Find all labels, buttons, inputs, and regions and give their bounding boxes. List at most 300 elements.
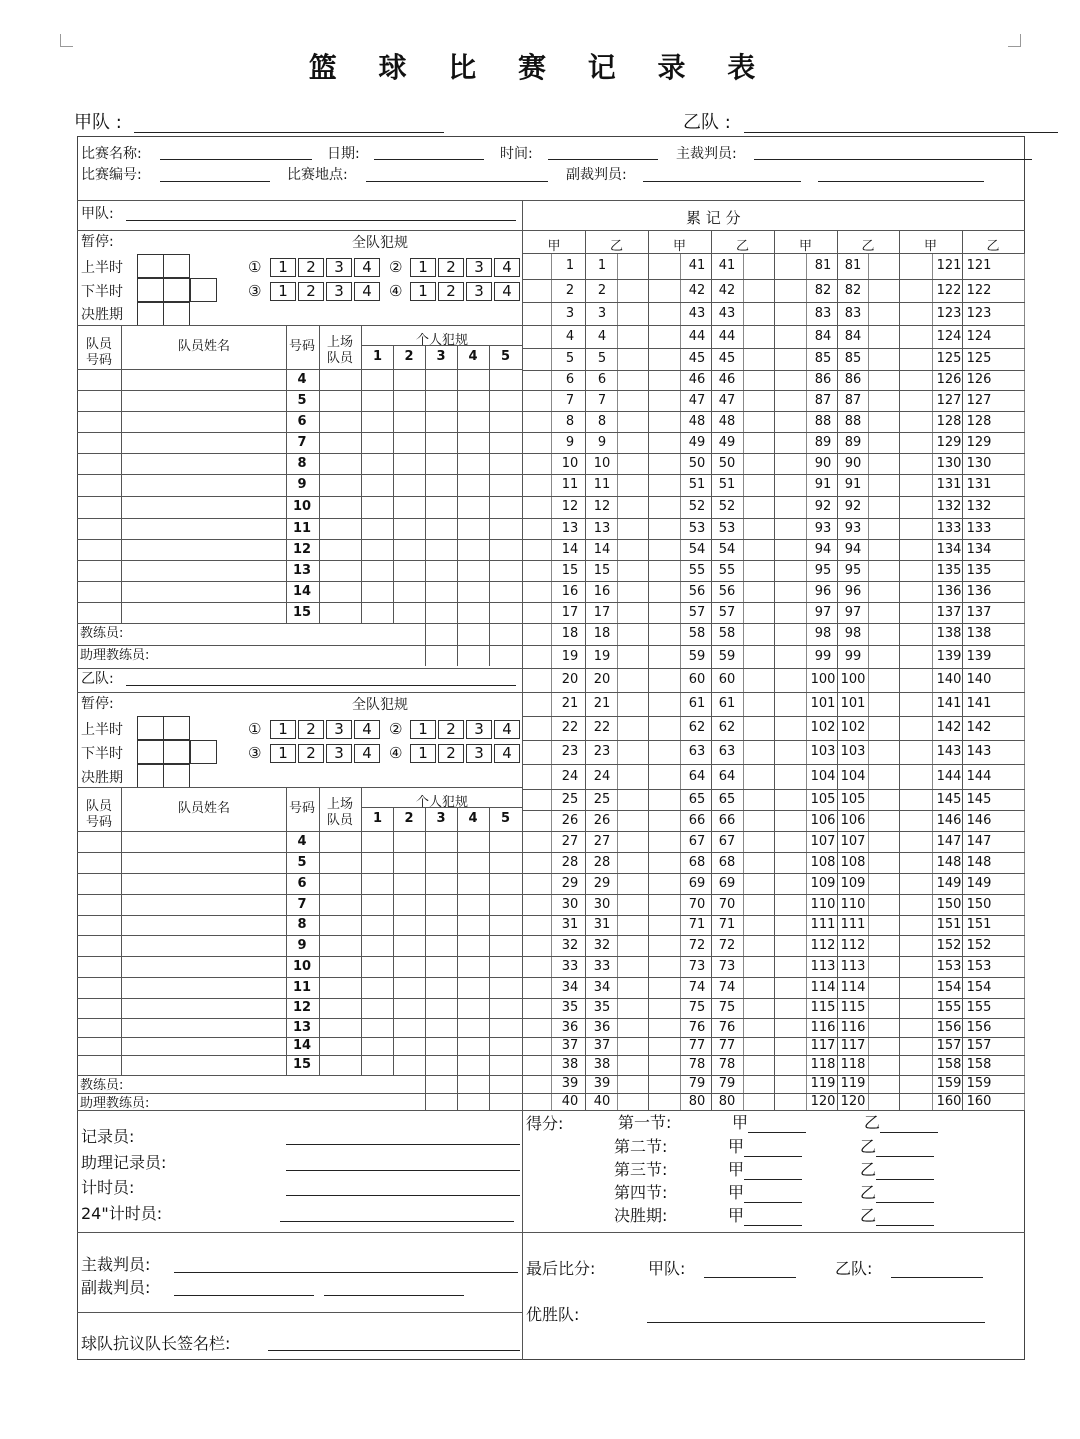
- score-mark-b[interactable]: 89: [844, 434, 862, 450]
- team-foul-box[interactable]: 4: [354, 258, 380, 277]
- timeout-box[interactable]: [137, 254, 164, 278]
- score-mark-a[interactable]: 69: [688, 875, 706, 891]
- score-mark-a[interactable]: 128: [936, 413, 962, 429]
- score-mark-b[interactable]: 94: [844, 541, 862, 557]
- score-mark-a[interactable]: 12: [561, 499, 579, 514]
- score-mark-b[interactable]: 88: [844, 413, 862, 429]
- timeout-box[interactable]: [163, 764, 190, 788]
- score-mark-b[interactable]: 81: [844, 258, 862, 273]
- score-mark-b[interactable]: 21: [593, 696, 611, 711]
- score-mark-a[interactable]: 100: [810, 672, 836, 687]
- team-foul-box[interactable]: 1: [270, 720, 296, 739]
- player-name-cell[interactable]: [122, 894, 286, 915]
- score-mark-a[interactable]: 89: [814, 434, 832, 450]
- score-mark-a[interactable]: 8: [565, 413, 575, 429]
- score-mark-a[interactable]: 40: [561, 1093, 579, 1109]
- score-mark-b[interactable]: 71: [718, 917, 736, 932]
- score-mark-b[interactable]: 59: [718, 648, 736, 664]
- score-mark-b[interactable]: 48: [718, 413, 736, 429]
- score-mark-a[interactable]: 108: [810, 854, 836, 870]
- score-mark-b[interactable]: 8: [597, 413, 607, 429]
- score-mark-a[interactable]: 104: [810, 768, 836, 784]
- score-mark-b[interactable]: 57: [718, 604, 736, 620]
- score-mark-b[interactable]: 27: [593, 833, 611, 849]
- score-mark-b[interactable]: 35: [593, 1000, 611, 1015]
- score-mark-b[interactable]: 6: [597, 372, 607, 387]
- score-mark-b[interactable]: 25: [593, 791, 611, 807]
- score-mark-b[interactable]: 123: [966, 305, 992, 321]
- team-foul-box[interactable]: 3: [326, 282, 352, 301]
- team-foul-box[interactable]: 3: [326, 258, 352, 277]
- period-team-a-field[interactable]: [744, 1179, 802, 1180]
- score-mark-a[interactable]: 71: [688, 917, 706, 932]
- score-mark-a[interactable]: 130: [936, 455, 962, 471]
- score-mark-b[interactable]: 93: [844, 520, 862, 536]
- period-team-b-field[interactable]: [876, 1179, 934, 1180]
- score-mark-b[interactable]: 112: [840, 937, 866, 953]
- score-mark-b[interactable]: 26: [593, 812, 611, 828]
- score-mark-b[interactable]: 140: [966, 672, 992, 687]
- score-mark-b[interactable]: 38: [593, 1057, 611, 1072]
- score-mark-b[interactable]: 7: [597, 392, 607, 408]
- score-mark-a[interactable]: 6: [565, 372, 575, 387]
- timeout-box[interactable]: [137, 278, 164, 302]
- score-mark-a[interactable]: 55: [688, 562, 706, 578]
- date-field[interactable]: [374, 159, 484, 160]
- score-mark-b[interactable]: 153: [966, 958, 992, 974]
- score-mark-a[interactable]: 133: [936, 520, 962, 536]
- score-mark-a[interactable]: 38: [561, 1057, 579, 1072]
- team-foul-box[interactable]: 1: [410, 720, 436, 739]
- period-team-a-field[interactable]: [748, 1132, 806, 1133]
- score-mark-b[interactable]: 19: [593, 648, 611, 664]
- score-mark-a[interactable]: 65: [688, 791, 706, 807]
- score-mark-a[interactable]: 2: [565, 282, 575, 298]
- score-mark-a[interactable]: 85: [814, 351, 832, 366]
- score-mark-b[interactable]: 98: [844, 626, 862, 641]
- score-mark-b[interactable]: 115: [840, 1000, 866, 1015]
- score-mark-a[interactable]: 39: [561, 1076, 579, 1091]
- player-name-cell[interactable]: [122, 474, 286, 496]
- player-name-cell[interactable]: [122, 518, 286, 539]
- score-mark-a[interactable]: 22: [561, 720, 579, 735]
- score-mark-a[interactable]: 93: [814, 520, 832, 536]
- score-mark-a[interactable]: 107: [810, 833, 836, 849]
- team-foul-box[interactable]: 2: [438, 282, 464, 301]
- score-mark-b[interactable]: 118: [840, 1057, 866, 1072]
- score-mark-a[interactable]: 136: [936, 583, 962, 599]
- team-foul-box[interactable]: 3: [326, 744, 352, 763]
- player-name-cell[interactable]: [122, 581, 286, 602]
- score-mark-a[interactable]: 64: [688, 768, 706, 784]
- score-mark-b[interactable]: 50: [718, 455, 736, 471]
- score-mark-a[interactable]: 139: [936, 648, 962, 664]
- player-name-cell[interactable]: [122, 496, 286, 518]
- score-mark-b[interactable]: 52: [718, 499, 736, 514]
- score-mark-a[interactable]: 21: [561, 696, 579, 711]
- score-mark-b[interactable]: 91: [844, 477, 862, 492]
- score-mark-b[interactable]: 61: [718, 696, 736, 711]
- score-mark-a[interactable]: 32: [561, 937, 579, 953]
- score-mark-a[interactable]: 18: [561, 626, 579, 641]
- score-mark-b[interactable]: 75: [718, 1000, 736, 1015]
- score-mark-a[interactable]: 41: [688, 258, 706, 273]
- score-mark-a[interactable]: 92: [814, 499, 832, 514]
- venue-field[interactable]: [366, 181, 548, 182]
- score-mark-b[interactable]: 1: [597, 258, 607, 273]
- team-foul-box[interactable]: 4: [494, 744, 520, 763]
- score-mark-b[interactable]: 129: [966, 434, 992, 450]
- score-mark-b[interactable]: 158: [966, 1057, 992, 1072]
- score-mark-b[interactable]: 105: [840, 791, 866, 807]
- score-mark-b[interactable]: 78: [718, 1057, 736, 1072]
- score-mark-b[interactable]: 68: [718, 854, 736, 870]
- timeout-box[interactable]: [190, 278, 217, 302]
- score-mark-a[interactable]: 140: [936, 672, 962, 687]
- score-mark-b[interactable]: 97: [844, 604, 862, 620]
- score-mark-a[interactable]: 150: [936, 896, 962, 912]
- score-mark-b[interactable]: 39: [593, 1076, 611, 1091]
- score-mark-a[interactable]: 57: [688, 604, 706, 620]
- score-mark-b[interactable]: 132: [966, 499, 992, 514]
- score-mark-a[interactable]: 116: [810, 1019, 836, 1035]
- score-mark-b[interactable]: 124: [966, 328, 992, 344]
- score-mark-b[interactable]: 160: [966, 1093, 992, 1109]
- score-mark-b[interactable]: 24: [593, 768, 611, 784]
- score-mark-a[interactable]: 84: [814, 328, 832, 344]
- score-mark-a[interactable]: 59: [688, 648, 706, 664]
- match-name-field[interactable]: [160, 159, 312, 160]
- score-mark-b[interactable]: 16: [593, 583, 611, 599]
- score-mark-b[interactable]: 111: [840, 917, 866, 932]
- timeout-box[interactable]: [163, 302, 190, 326]
- score-mark-b[interactable]: 64: [718, 768, 736, 784]
- team-foul-box[interactable]: 2: [438, 744, 464, 763]
- score-mark-b[interactable]: 5: [597, 351, 607, 366]
- match-number-field[interactable]: [160, 181, 270, 182]
- protest-field[interactable]: [268, 1350, 520, 1351]
- score-mark-b[interactable]: 32: [593, 937, 611, 953]
- score-mark-b[interactable]: 106: [840, 812, 866, 828]
- period-team-b-field[interactable]: [876, 1202, 934, 1203]
- score-mark-a[interactable]: 19: [561, 648, 579, 664]
- score-mark-b[interactable]: 83: [844, 305, 862, 321]
- player-name-cell[interactable]: [122, 831, 286, 852]
- bottom-chief-referee-field[interactable]: [174, 1272, 518, 1273]
- score-mark-b[interactable]: 3: [597, 305, 607, 321]
- team-foul-box[interactable]: 4: [494, 720, 520, 739]
- score-mark-a[interactable]: 33: [561, 958, 579, 974]
- score-mark-a[interactable]: 1: [565, 258, 575, 273]
- score-mark-a[interactable]: 119: [810, 1076, 836, 1091]
- score-mark-b[interactable]: 142: [966, 720, 992, 735]
- score-mark-b[interactable]: 72: [718, 937, 736, 953]
- player-name-cell[interactable]: [122, 390, 286, 411]
- score-mark-b[interactable]: 86: [844, 372, 862, 387]
- period-team-b-field[interactable]: [876, 1156, 934, 1157]
- player-name-cell[interactable]: [122, 602, 286, 623]
- score-mark-b[interactable]: 102: [840, 720, 866, 735]
- score-mark-b[interactable]: 126: [966, 372, 992, 387]
- score-mark-a[interactable]: 125: [936, 351, 962, 366]
- score-mark-a[interactable]: 75: [688, 1000, 706, 1015]
- team-foul-box[interactable]: 4: [494, 258, 520, 277]
- score-mark-a[interactable]: 13: [561, 520, 579, 536]
- score-mark-b[interactable]: 154: [966, 979, 992, 995]
- score-mark-a[interactable]: 157: [936, 1038, 962, 1053]
- timeout-box[interactable]: [163, 278, 190, 302]
- score-mark-b[interactable]: 70: [718, 896, 736, 912]
- score-mark-a[interactable]: 29: [561, 875, 579, 891]
- score-mark-b[interactable]: 31: [593, 917, 611, 932]
- score-mark-a[interactable]: 24: [561, 768, 579, 784]
- team-foul-box[interactable]: 2: [298, 720, 324, 739]
- score-mark-a[interactable]: 73: [688, 958, 706, 974]
- team-foul-box[interactable]: 1: [270, 282, 296, 301]
- period-team-a-field[interactable]: [744, 1156, 802, 1157]
- score-mark-a[interactable]: 122: [936, 282, 962, 298]
- score-mark-b[interactable]: 155: [966, 1000, 992, 1015]
- score-mark-b[interactable]: 87: [844, 392, 862, 408]
- score-mark-a[interactable]: 54: [688, 541, 706, 557]
- score-mark-a[interactable]: 53: [688, 520, 706, 536]
- score-mark-a[interactable]: 101: [810, 696, 836, 711]
- score-mark-b[interactable]: 30: [593, 896, 611, 912]
- score-mark-a[interactable]: 126: [936, 372, 962, 387]
- team-foul-box[interactable]: 4: [494, 282, 520, 301]
- score-mark-b[interactable]: 108: [840, 854, 866, 870]
- player-name-cell[interactable]: [122, 852, 286, 873]
- final-team-a-field[interactable]: [704, 1277, 796, 1278]
- score-mark-b[interactable]: 15: [593, 562, 611, 578]
- score-mark-a[interactable]: 110: [810, 896, 836, 912]
- score-mark-a[interactable]: 36: [561, 1019, 579, 1035]
- score-mark-a[interactable]: 129: [936, 434, 962, 450]
- score-mark-b[interactable]: 84: [844, 328, 862, 344]
- timeout-box[interactable]: [137, 740, 164, 764]
- score-mark-a[interactable]: 131: [936, 477, 962, 492]
- bottom-assistant-referee-field-2[interactable]: [324, 1295, 464, 1296]
- score-mark-b[interactable]: 9: [597, 434, 607, 450]
- score-mark-b[interactable]: 22: [593, 720, 611, 735]
- player-name-cell[interactable]: [122, 956, 286, 977]
- score-mark-a[interactable]: 82: [814, 282, 832, 298]
- score-mark-a[interactable]: 144: [936, 768, 962, 784]
- score-mark-b[interactable]: 151: [966, 917, 992, 932]
- score-mark-b[interactable]: 62: [718, 720, 736, 735]
- score-mark-b[interactable]: 114: [840, 979, 866, 995]
- timeout-box[interactable]: [163, 716, 190, 740]
- score-mark-b[interactable]: 146: [966, 812, 992, 828]
- score-mark-b[interactable]: 131: [966, 477, 992, 492]
- score-mark-b[interactable]: 11: [593, 477, 611, 492]
- score-mark-a[interactable]: 34: [561, 979, 579, 995]
- score-mark-a[interactable]: 61: [688, 696, 706, 711]
- score-mark-b[interactable]: 33: [593, 958, 611, 974]
- score-mark-a[interactable]: 120: [810, 1093, 836, 1109]
- score-mark-b[interactable]: 58: [718, 626, 736, 641]
- player-name-cell[interactable]: [122, 411, 286, 432]
- score-mark-a[interactable]: 15: [561, 562, 579, 578]
- score-mark-b[interactable]: 20: [593, 672, 611, 687]
- score-mark-a[interactable]: 11: [561, 477, 579, 492]
- score-mark-a[interactable]: 121: [936, 258, 962, 273]
- score-mark-a[interactable]: 72: [688, 937, 706, 953]
- score-mark-b[interactable]: 51: [718, 477, 736, 492]
- team-foul-box[interactable]: 2: [438, 258, 464, 277]
- score-mark-a[interactable]: 111: [810, 917, 836, 932]
- score-mark-a[interactable]: 94: [814, 541, 832, 557]
- score-mark-a[interactable]: 4: [565, 328, 575, 344]
- score-mark-a[interactable]: 77: [688, 1038, 706, 1053]
- score-mark-a[interactable]: 7: [565, 392, 575, 408]
- score-mark-b[interactable]: 34: [593, 979, 611, 995]
- score-mark-a[interactable]: 52: [688, 499, 706, 514]
- team-b-name-field[interactable]: [126, 685, 516, 686]
- time-field[interactable]: [548, 159, 658, 160]
- score-mark-a[interactable]: 141: [936, 696, 962, 711]
- score-mark-b[interactable]: 127: [966, 392, 992, 408]
- timeout-box[interactable]: [163, 740, 190, 764]
- score-mark-b[interactable]: 44: [718, 328, 736, 344]
- score-mark-a[interactable]: 60: [688, 672, 706, 687]
- score-mark-a[interactable]: 66: [688, 812, 706, 828]
- score-mark-b[interactable]: 122: [966, 282, 992, 298]
- score-mark-b[interactable]: 12: [593, 499, 611, 514]
- score-mark-b[interactable]: 37: [593, 1038, 611, 1053]
- score-mark-b[interactable]: 46: [718, 372, 736, 387]
- score-mark-b[interactable]: 103: [840, 744, 866, 759]
- player-name-cell[interactable]: [122, 873, 286, 894]
- shot-clock-field[interactable]: [280, 1221, 514, 1222]
- scorer-field[interactable]: [286, 1144, 520, 1145]
- score-mark-b[interactable]: 13: [593, 520, 611, 536]
- score-mark-a[interactable]: 10: [561, 455, 579, 471]
- player-name-cell[interactable]: [122, 453, 286, 474]
- score-mark-a[interactable]: 91: [814, 477, 832, 492]
- score-mark-b[interactable]: 65: [718, 791, 736, 807]
- score-mark-a[interactable]: 5: [565, 351, 575, 366]
- score-mark-b[interactable]: 23: [593, 744, 611, 759]
- timer-field[interactable]: [286, 1195, 520, 1196]
- team-foul-box[interactable]: 2: [298, 282, 324, 301]
- score-mark-a[interactable]: 158: [936, 1057, 962, 1072]
- score-mark-b[interactable]: 63: [718, 744, 736, 759]
- score-mark-b[interactable]: 36: [593, 1019, 611, 1035]
- score-mark-a[interactable]: 20: [561, 672, 579, 687]
- player-name-cell[interactable]: [122, 1037, 286, 1055]
- score-mark-a[interactable]: 28: [561, 854, 579, 870]
- score-mark-a[interactable]: 160: [936, 1093, 962, 1109]
- score-mark-a[interactable]: 35: [561, 1000, 579, 1015]
- score-mark-b[interactable]: 54: [718, 541, 736, 557]
- score-mark-b[interactable]: 85: [844, 351, 862, 366]
- score-mark-a[interactable]: 43: [688, 305, 706, 321]
- score-mark-b[interactable]: 41: [718, 258, 736, 273]
- score-mark-a[interactable]: 145: [936, 791, 962, 807]
- score-mark-b[interactable]: 145: [966, 791, 992, 807]
- team-foul-box[interactable]: 2: [438, 720, 464, 739]
- score-mark-a[interactable]: 58: [688, 626, 706, 641]
- score-mark-a[interactable]: 95: [814, 562, 832, 578]
- final-team-b-field[interactable]: [891, 1277, 983, 1278]
- score-mark-a[interactable]: 31: [561, 917, 579, 932]
- score-mark-a[interactable]: 63: [688, 744, 706, 759]
- team-a-header-line[interactable]: [134, 132, 444, 133]
- score-mark-a[interactable]: 16: [561, 583, 579, 599]
- score-mark-a[interactable]: 113: [810, 958, 836, 974]
- score-mark-b[interactable]: 147: [966, 833, 992, 849]
- team-foul-box[interactable]: 1: [270, 258, 296, 277]
- score-mark-b[interactable]: 143: [966, 744, 992, 759]
- score-mark-a[interactable]: 135: [936, 562, 962, 578]
- score-mark-b[interactable]: 28: [593, 854, 611, 870]
- score-mark-b[interactable]: 109: [840, 875, 866, 891]
- score-mark-a[interactable]: 124: [936, 328, 962, 344]
- score-mark-a[interactable]: 42: [688, 282, 706, 298]
- score-mark-b[interactable]: 79: [718, 1076, 736, 1091]
- period-team-a-field[interactable]: [744, 1202, 802, 1203]
- score-mark-b[interactable]: 141: [966, 696, 992, 711]
- player-name-cell[interactable]: [122, 432, 286, 453]
- player-name-cell[interactable]: [122, 1018, 286, 1037]
- score-mark-a[interactable]: 156: [936, 1019, 962, 1035]
- timeout-box[interactable]: [163, 254, 190, 278]
- score-mark-a[interactable]: 147: [936, 833, 962, 849]
- score-mark-b[interactable]: 119: [840, 1076, 866, 1091]
- score-mark-a[interactable]: 151: [936, 917, 962, 932]
- score-mark-a[interactable]: 25: [561, 791, 579, 807]
- score-mark-b[interactable]: 144: [966, 768, 992, 784]
- score-mark-b[interactable]: 42: [718, 282, 736, 298]
- score-mark-b[interactable]: 121: [966, 258, 992, 273]
- score-mark-a[interactable]: 74: [688, 979, 706, 995]
- score-mark-a[interactable]: 106: [810, 812, 836, 828]
- score-mark-b[interactable]: 107: [840, 833, 866, 849]
- score-mark-a[interactable]: 83: [814, 305, 832, 321]
- score-mark-b[interactable]: 135: [966, 562, 992, 578]
- score-mark-a[interactable]: 155: [936, 1000, 962, 1015]
- score-mark-b[interactable]: 117: [840, 1038, 866, 1053]
- score-mark-a[interactable]: 47: [688, 392, 706, 408]
- score-mark-b[interactable]: 55: [718, 562, 736, 578]
- player-name-cell[interactable]: [122, 369, 286, 390]
- team-foul-box[interactable]: 1: [410, 282, 436, 301]
- score-mark-b[interactable]: 40: [593, 1093, 611, 1109]
- score-mark-b[interactable]: 149: [966, 875, 992, 891]
- bottom-assistant-referee-field-1[interactable]: [174, 1295, 314, 1296]
- team-foul-box[interactable]: 2: [298, 258, 324, 277]
- score-mark-b[interactable]: 69: [718, 875, 736, 891]
- score-mark-b[interactable]: 66: [718, 812, 736, 828]
- score-mark-b[interactable]: 101: [840, 696, 866, 711]
- score-mark-a[interactable]: 87: [814, 392, 832, 408]
- score-mark-a[interactable]: 146: [936, 812, 962, 828]
- team-foul-box[interactable]: 2: [298, 744, 324, 763]
- score-mark-a[interactable]: 132: [936, 499, 962, 514]
- score-mark-b[interactable]: 43: [718, 305, 736, 321]
- team-foul-box[interactable]: 3: [466, 744, 492, 763]
- score-mark-b[interactable]: 80: [718, 1093, 736, 1109]
- score-mark-b[interactable]: 159: [966, 1076, 992, 1091]
- score-mark-a[interactable]: 114: [810, 979, 836, 995]
- score-mark-a[interactable]: 70: [688, 896, 706, 912]
- score-mark-a[interactable]: 27: [561, 833, 579, 849]
- score-mark-a[interactable]: 115: [810, 1000, 836, 1015]
- score-mark-b[interactable]: 130: [966, 455, 992, 471]
- score-mark-a[interactable]: 62: [688, 720, 706, 735]
- score-mark-a[interactable]: 86: [814, 372, 832, 387]
